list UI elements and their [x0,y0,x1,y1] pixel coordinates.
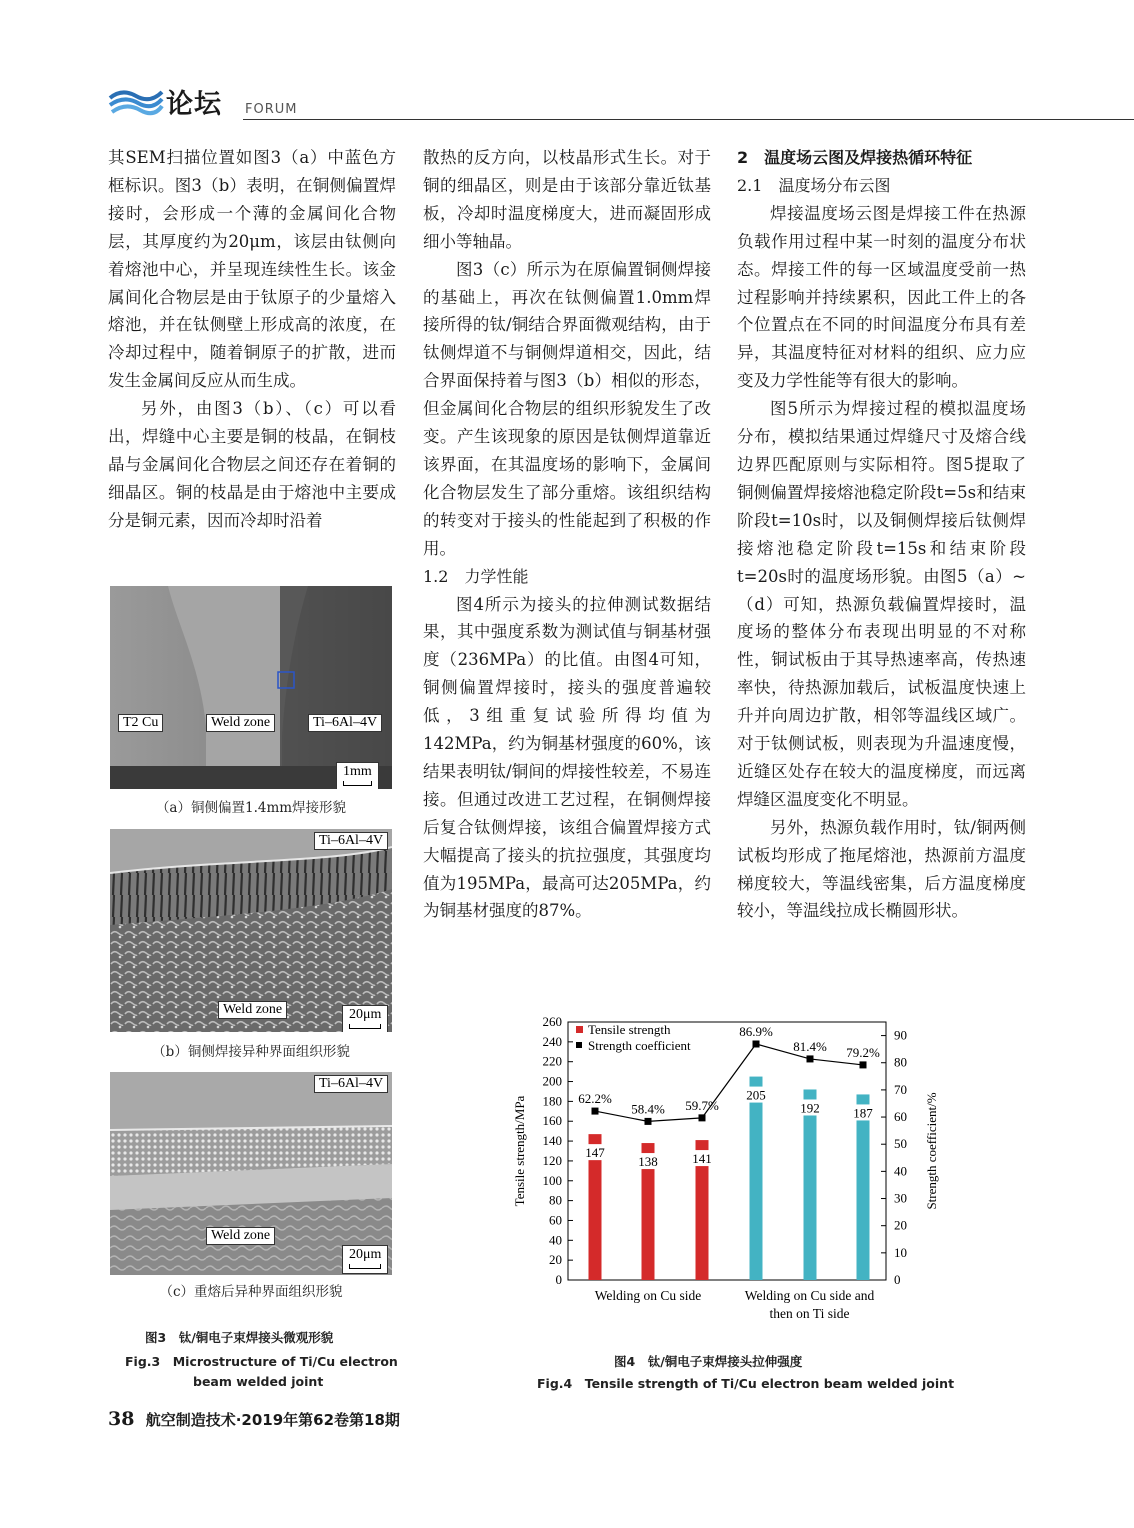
y2-tick-label: 90 [894,1027,907,1043]
figure-3-caption-cn: 图3 钛/铜电子束焊接头微观形貌 [145,1330,334,1345]
paragraph: 另外，热源负载作用时，钛/铜两侧试板均形成了拖尾熔池，热源前方温度梯度较大，等温线密集，后方温度梯度较小，等温线拉成长椭圆形状。 [737,817,1026,921]
micrograph-b [110,829,392,1032]
column-3-text [737,144,1026,925]
scale-bar-line [349,1024,381,1029]
page-number: 38 [108,1408,135,1430]
coefficient-point [592,1108,599,1115]
coefficient-label: 79.2% [846,1044,880,1060]
section-title: 论坛 [166,89,222,120]
coefficient-label: 86.9% [739,1023,773,1039]
y-tick-label: 120 [542,1152,562,1168]
coefficient-point [699,1114,706,1121]
y2-tick-label: 40 [894,1163,907,1179]
subcaption-c: （c）重熔后异种界面组织形貌 [159,1284,343,1300]
coefficient-point [807,1055,814,1062]
y-tick-label: 160 [542,1113,562,1129]
y-tick-label: 100 [542,1172,562,1188]
y-tick-label: 80 [549,1192,562,1208]
y-tick-label: 40 [549,1232,562,1248]
y2-tick-label: 50 [894,1136,907,1152]
bar [857,1094,870,1280]
bar [804,1089,817,1280]
y2-axis-label: Strength coefficient/% [924,1092,939,1210]
legend-label-tensile: Tensile strength [588,1022,671,1037]
x-group-label: Welding on Cu side and [744,1288,875,1303]
bar-label: 192 [800,1100,820,1116]
y-tick-label: 220 [542,1053,562,1069]
label-ti6al4v: Ti–6Al–4V [308,714,382,732]
label-weld-zone: Weld zone [206,1227,275,1245]
plot-frame [568,1022,886,1280]
coefficient-point [645,1118,652,1125]
y2-tick-label: 30 [894,1190,907,1206]
section-title-en: FORUM [245,102,298,117]
column-1-text [108,144,396,535]
subcaption-b: （b）铜侧焊接异种界面组织形貌 [152,1044,350,1060]
y-tick-label: 240 [542,1033,562,1049]
x-group-label: then on Ti side [769,1306,850,1321]
y2-tick-label: 20 [894,1217,907,1233]
column-2-text [423,144,711,925]
scale-bar-label: 1mm [343,764,372,779]
y-tick-label: 0 [555,1272,562,1287]
y-tick-label: 200 [542,1073,562,1089]
scale-bar [336,762,379,789]
paragraph: 图3（c）所示为在原偏置铜侧焊接的基础上，再次在钛侧偏置1.0mm焊接所得的钛/铜结合界面微观结构，由于钛侧焊道不与铜侧焊道相交，因此，结合界面保持着与图3（b）相似的形态，但金属间化合物层的组织形貌发生了改变。产生该现象的原因是钛侧焊道靠近该界面，在其温度场的影响下，金属间化合物层发生了部分重熔。该组织结构的转变对于接头的性能起到了积极的作用。 [423,259,711,558]
scale-bar-line [343,781,372,786]
figure-4-caption-en: Fig.4 Tensile strength of Ti/Cu electron beam welded joint [537,1376,955,1391]
y-tick-label: 180 [542,1093,562,1109]
paragraph: 散热的反方向，以枝晶形式生长。对于铜的细晶区，则是由于该部分靠近钛基板，冷却时温度梯度大，进而凝固形成细小等轴晶。 [423,148,711,251]
subsection-heading: 1.2 力学性能 [423,566,529,586]
chart-axes [512,1014,939,1321]
coefficient-label: 62.2% [578,1091,612,1107]
x-group-label: Welding on Cu side [594,1288,702,1303]
chart-legend [576,1022,691,1053]
y-tick-label: 20 [549,1252,562,1268]
micrograph-a [110,586,392,789]
micrograph-a-image [110,586,392,789]
page-footer [108,1408,400,1430]
y2-tick-label: 60 [894,1109,907,1125]
y-tick-label: 140 [542,1133,562,1149]
micrograph-c [110,1072,392,1275]
section-heading: 2 温度场云图及焊接热循环特征 [737,148,973,167]
coefficient-label: 81.4% [793,1038,827,1054]
paragraph: 另外，由图3（b）、（c）可以看出，焊缝中心主要是铜的枝晶，在铜枝晶与金属间化合物层之间还存在着铜的细晶区。铜的枝晶是由于熔池中主要成分是铜元素，因而冷却时沿着 [108,399,396,530]
y2-tick-label: 80 [894,1054,907,1070]
label-weld-zone: Weld zone [206,714,275,732]
subcaption-a: （a）铜侧偏置1.4mm焊接形貌 [155,800,347,816]
coefficient-label: 59.7% [685,1097,719,1113]
paragraph: 其SEM扫描位置如图3（a）中蓝色方框标识。图3（b）表明，在铜侧偏置焊接时，会形成一个薄的金属间化合物层，其厚度约为20μm，该层由钛侧向着熔池中心，并呈现连续性生长。该金属间化合物层是由于钛原子的少量熔入熔池，并在钛侧壁上形成高的浓度，在冷却过程中，随着铜原子的扩散，进而发生金属间反应从而生成。 [108,148,396,391]
label-ti6al4v: Ti–6Al–4V [314,832,388,850]
bar [750,1077,763,1280]
label-weld-zone: Weld zone [218,1001,287,1019]
forum-logo-icon [108,82,164,118]
scale-bar-line [349,1264,381,1269]
journal-name: 航空制造技术·2019年第62卷第18期 [145,1411,400,1429]
y-axis-label: Tensile strength/MPa [512,1095,527,1207]
chart-bars [580,1077,878,1280]
paragraph: 图5所示为焊接过程的模拟温度场分布，模拟结果通过焊缝尺寸及熔合线边界匹配原则与实际相符。图5提取了铜侧偏置焊接熔池稳定阶段t=5s和结束阶段t=10s时，以及铜侧焊接后钛侧焊接熔池稳定阶段t=15s和结束阶段t=20s时的温度场形貌。由图5（a）~（d）可知，热源负载偏置焊接时，温度场的整体分布表现出明显的不对称性，铜试板由于其导热速率高，传热速率快，待热源加载后，试板温度快速上升并向周边扩散，相邻等温线区域广。对于钛侧试板，则表现为升温速度慢，近缝区处存在较大的温度梯度，而远离焊缝区温度变化不明显。 [737,399,1026,809]
bar-label: 141 [692,1151,712,1167]
legend-swatch-line [576,1042,582,1048]
coefficient-point [860,1061,867,1068]
figure-4-caption-cn: 图4 钛/铜电子束焊接头拉伸强度 [614,1354,803,1369]
y2-tick-label: 70 [894,1081,907,1097]
scale-bar [342,1245,388,1274]
paragraph: 焊接温度场云图是焊接工件在热源负载作用过程中某一时刻的温度分布状态。焊接工件的每一区域温度受前一热过程影响并持续累积，因此工件上的各个位置点在不同的时间温度分布具有差异，其温度特征对材料的组织、应力应变及力学性能等有很大的影响。 [737,203,1026,391]
coefficient-point [753,1040,760,1047]
scale-bar [342,1005,388,1032]
coefficient-label: 58.4% [631,1101,665,1117]
scale-bar-label: 20μm [349,1247,382,1262]
paragraph: 图4所示为接头的拉伸测试数据结果，其中强度系数为测试值与铜基材强度（236MPa）的比值。由图4可知，铜侧偏置焊接时，接头的强度普遍较低，3组重复试验所得均值为142MPa，约为铜基材强度的60%，该结果表明钛/铜间的焊接性较差，不易连接。但通过改进工艺过程，在铜侧焊接后复合钛侧焊接，该组合偏置焊接方式大幅提高了接头的抗拉强度，其强度均值为195MPa，最高可达205MPa，约为铜基材强度的87%。 [423,594,711,921]
bar-label: 138 [638,1154,658,1170]
bar-label: 205 [746,1087,766,1103]
label-t2cu: T2 Cu [118,714,163,732]
legend-swatch-bar [576,1026,583,1033]
figure-3-caption-en-1: Fig.3 Microstructure of Ti/Cu electron [125,1354,398,1369]
subsection-heading: 2.1 温度场分布云图 [737,175,891,195]
y2-tick-label: 0 [894,1272,901,1287]
scale-bar-label: 20μm [349,1007,382,1022]
y-tick-label: 260 [542,1014,562,1029]
figure-3-caption-en-2: beam welded joint [193,1374,324,1389]
legend-label-coefficient: Strength coefficient [588,1038,691,1053]
page-header [108,78,1134,124]
y2-tick-label: 10 [894,1244,907,1260]
bar-label: 187 [853,1105,873,1121]
label-ti6al4v: Ti–6Al–4V [314,1075,388,1093]
header-rule [243,119,1134,120]
bar-label: 147 [585,1145,605,1161]
y-tick-label: 60 [549,1212,562,1228]
tensile-strength-chart [500,1010,960,1330]
